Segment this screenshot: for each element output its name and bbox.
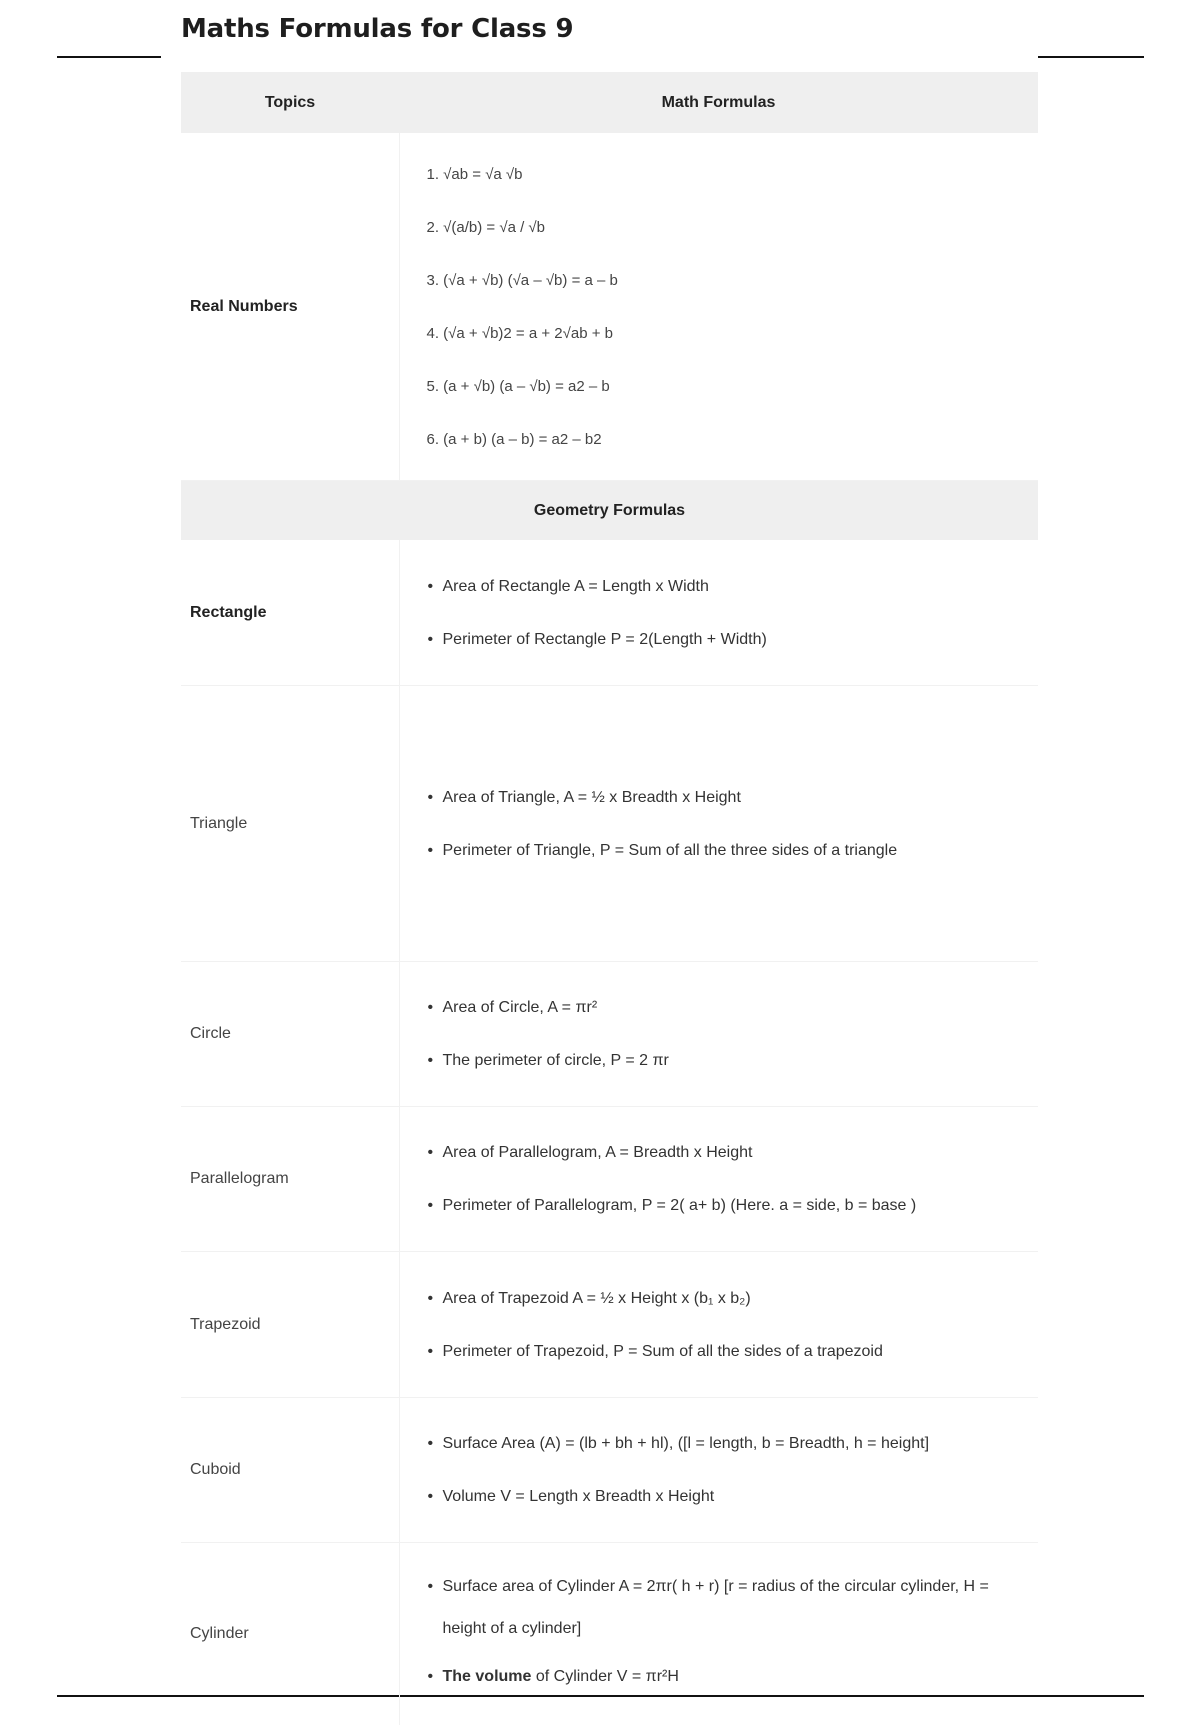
list-item: 2. √(a/b) = √a / √b: [427, 201, 1029, 254]
list-item: [427, 560, 1029, 613]
bullet-icon: •: [428, 560, 434, 613]
formula-text: Perimeter of Parallelogram, P = 2( a+ b) (Here. a = side, b = base ): [443, 1197, 917, 1214]
row-circle: [181, 962, 1038, 1107]
bullet-icon: •: [428, 1470, 434, 1523]
formula-text: Area of Trapezoid A = ½ x Height x (b₁ x b₂): [443, 1290, 751, 1307]
list-item: [427, 824, 1029, 877]
topic-cell: Triangle: [181, 686, 399, 962]
bullet-icon: •: [428, 1417, 434, 1470]
list-item: [427, 1470, 1029, 1523]
row-cuboid: [181, 1398, 1038, 1543]
list-item: [427, 1566, 1029, 1650]
bullet-icon: •: [428, 1566, 434, 1608]
list-item: 3. (√a + √b) (√a – √b) = a – b: [427, 254, 1029, 307]
page-title: Maths Formulas for Class 9: [181, 14, 573, 44]
list-item: 1. √ab = √a √b: [427, 148, 1029, 201]
bullet-icon: •: [428, 1034, 434, 1087]
row-rectangle: [181, 540, 1038, 686]
list-item: [427, 1272, 1029, 1325]
bullet-icon: •: [428, 981, 434, 1034]
title-rule-right: [1038, 56, 1144, 58]
list-item: 6. (a + b) (a – b) = a2 – b2: [427, 413, 1029, 466]
formula-text: Volume V = Length x Breadth x Height: [443, 1488, 715, 1505]
formula-list: [427, 1126, 1029, 1232]
list-item: [427, 981, 1029, 1034]
formula-lead-text: The volume: [443, 1668, 532, 1685]
list-item: [427, 1650, 1029, 1703]
topic-cell: Cuboid: [181, 1398, 399, 1543]
formula-cell: [399, 962, 1038, 1107]
row-real-numbers: [181, 133, 1038, 481]
formula-list: [427, 1272, 1029, 1378]
topic-cell: Cylinder: [181, 1543, 399, 1725]
real-number-formula-list: [427, 148, 1029, 466]
formula-text: Surface Area (A) = (lb + bh + hl), ([l = length, b = Breadth, h = height]: [443, 1435, 930, 1452]
formula-list: [427, 560, 1029, 666]
formula-text: Perimeter of Rectangle P = 2(Length + Width): [443, 631, 767, 648]
formula-list: [427, 771, 1029, 877]
bullet-icon: •: [428, 824, 434, 877]
formula-cell: [399, 1252, 1038, 1398]
formula-list: [427, 981, 1029, 1087]
geometry-header-row: [181, 481, 1038, 541]
list-item: [427, 1179, 1029, 1232]
formula-cell: [399, 1107, 1038, 1252]
formula-cell: [399, 133, 1038, 481]
formula-text: Perimeter of Trapezoid, P = Sum of all the sides of a trapezoid: [443, 1343, 883, 1360]
formula-cell: [399, 540, 1038, 686]
bullet-icon: •: [428, 1325, 434, 1378]
list-item: [427, 1126, 1029, 1179]
geometry-header: Geometry Formulas: [181, 481, 1038, 541]
list-item: [427, 613, 1029, 666]
bullet-icon: •: [428, 613, 434, 666]
list-item: [427, 1417, 1029, 1470]
formula-table: [181, 72, 1038, 1725]
formula-text: Area of Rectangle A = Length x Width: [443, 578, 709, 595]
bullet-icon: •: [428, 1126, 434, 1179]
header-topics: Topics: [181, 72, 399, 133]
formula-cell: [399, 1398, 1038, 1543]
formula-text: Perimeter of Triangle, P = Sum of all the three sides of a triangle: [443, 842, 898, 859]
formula-text: Area of Circle, A = πr²: [443, 999, 598, 1016]
bullet-icon: •: [428, 1650, 434, 1703]
topic-cell: Rectangle: [181, 540, 399, 686]
bullet-icon: •: [428, 1272, 434, 1325]
row-trapezoid: [181, 1252, 1038, 1398]
row-cylinder: [181, 1543, 1038, 1725]
list-item: 5. (a + √b) (a – √b) = a2 – b: [427, 360, 1029, 413]
row-triangle: [181, 686, 1038, 962]
list-item: [427, 1034, 1029, 1087]
list-item: [427, 1325, 1029, 1378]
topic-cell: Circle: [181, 962, 399, 1107]
list-item: [427, 771, 1029, 824]
table-header-row: [181, 72, 1038, 133]
formula-text: Area of Parallelogram, A = Breadth x Height: [443, 1144, 753, 1161]
formula-list: [427, 1566, 1029, 1703]
formula-text: of Cylinder V = πr²H: [531, 1668, 679, 1685]
bullet-icon: •: [428, 1179, 434, 1232]
title-rule-left: [57, 56, 161, 58]
formula-text: Area of Triangle, A = ½ x Breadth x Height: [443, 789, 741, 806]
bullet-icon: •: [428, 771, 434, 824]
formula-text: The perimeter of circle, P = 2 πr: [443, 1052, 669, 1069]
topic-cell: Trapezoid: [181, 1252, 399, 1398]
topic-cell: Parallelogram: [181, 1107, 399, 1252]
header-math-formulas: Math Formulas: [399, 72, 1038, 133]
formula-cell: [399, 1543, 1038, 1725]
list-item: 4. (√a + √b)2 = a + 2√ab + b: [427, 307, 1029, 360]
formula-list: [427, 1417, 1029, 1523]
row-parallelogram: [181, 1107, 1038, 1252]
topic-cell: Real Numbers: [181, 133, 399, 481]
formula-cell: [399, 686, 1038, 962]
formula-text: Surface area of Cylinder A = 2πr( h + r) [r = radius of the circular cylinder, H = height of a cylinder]: [443, 1578, 989, 1637]
